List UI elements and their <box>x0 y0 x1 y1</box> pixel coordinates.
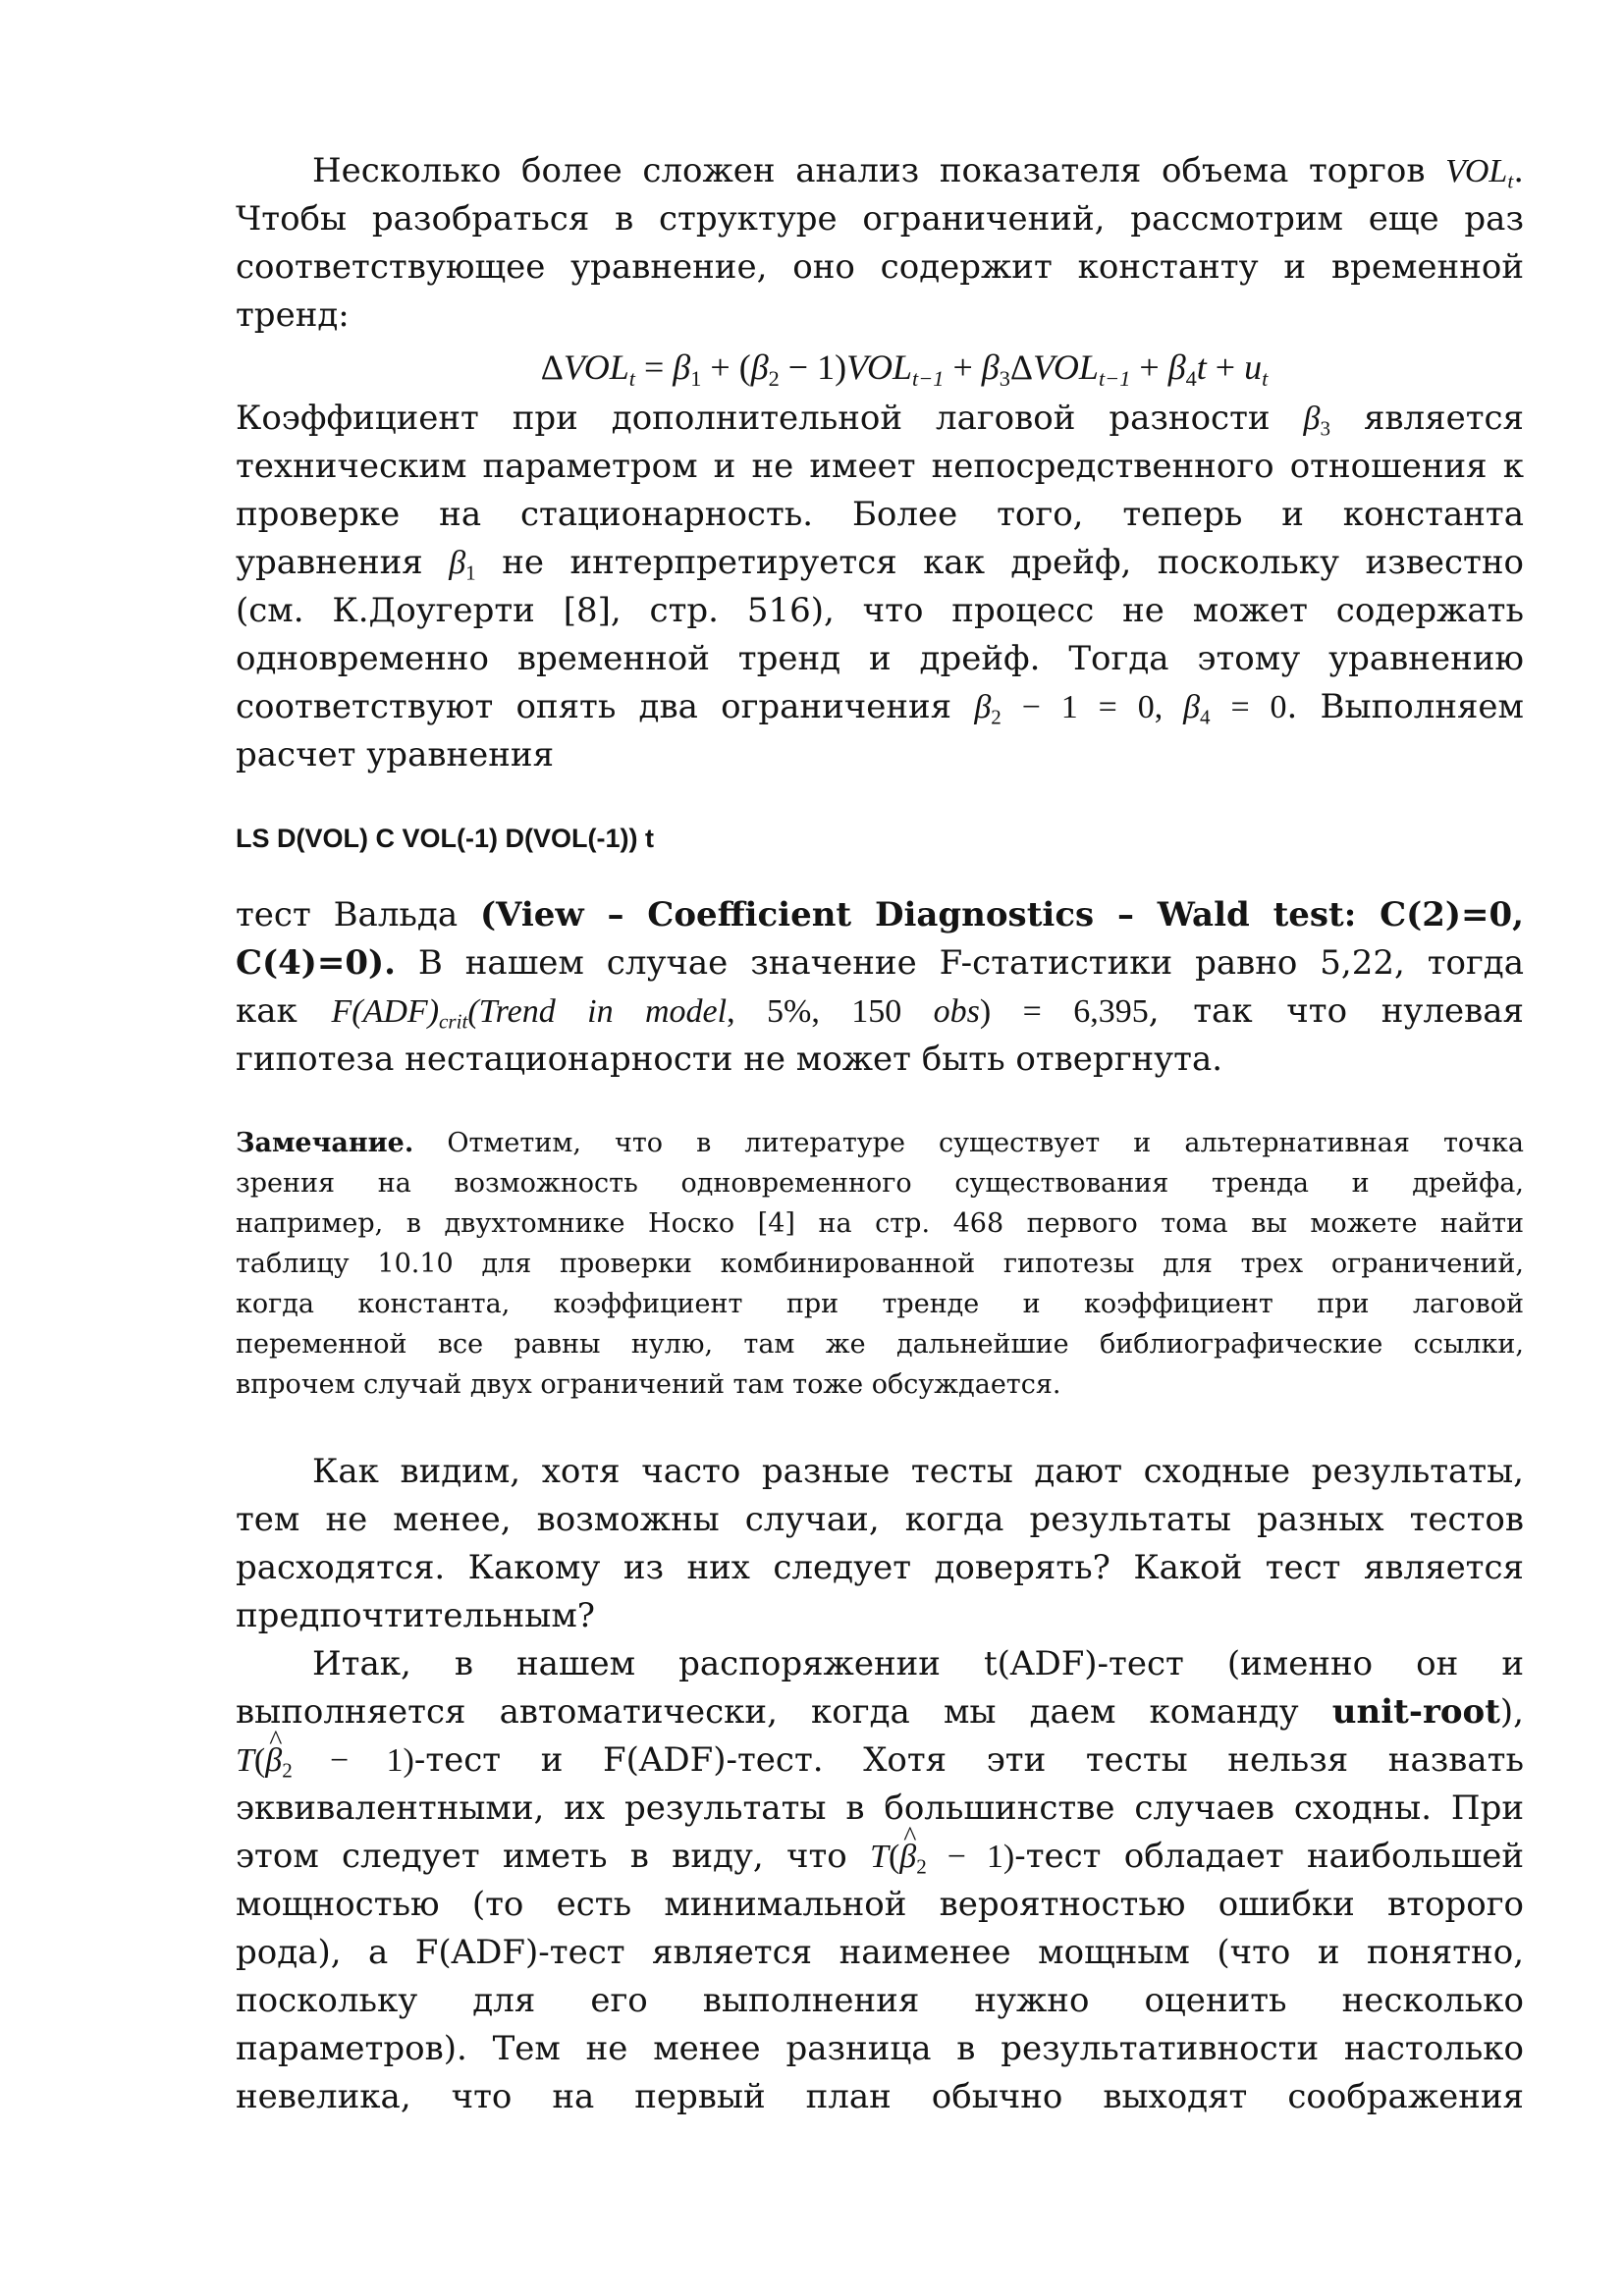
math-var: T <box>870 1839 889 1875</box>
math-op: = 0 <box>1210 689 1287 725</box>
eq-var: VOL <box>1033 347 1099 387</box>
paragraph-line <box>236 2025 1524 2073</box>
eq-var: t <box>1196 347 1207 387</box>
paragraph-line <box>236 1833 1524 1881</box>
math-sub: 1 <box>465 561 476 585</box>
paragraph-line <box>236 939 1524 988</box>
text: предпочтительным? <box>236 1596 595 1635</box>
math-var: F <box>331 993 352 1030</box>
text: Отметим, что в литературе существует и альтернативная точка <box>447 1128 1524 1158</box>
remark-line: впрочем случай двух ограничений там тоже обсуждается. <box>236 1369 1061 1400</box>
eq-sub: t <box>628 366 635 392</box>
math-op: − 1) <box>292 1742 414 1779</box>
eq-sub: 4 <box>1185 366 1197 392</box>
text: Коэффициент при дополнительной лаговой разности <box>236 399 1271 438</box>
paragraph-line <box>236 1640 1524 1688</box>
text: как <box>236 991 298 1031</box>
text: В нашем случае значение F-статистики равно 5,22, тогда <box>417 943 1524 983</box>
remark-block <box>236 1123 1524 1405</box>
math-vol-t <box>1445 153 1514 193</box>
text: параметров). Тем не менее разница в результативности настолько <box>236 2029 1524 2068</box>
math-sub: 4 <box>1200 705 1211 729</box>
text: Несколько более сложен анализ показателя объема торгов <box>312 151 1426 190</box>
paragraph-line <box>236 1736 1524 1785</box>
paragraph-line <box>236 243 1524 292</box>
paragraph-vol-intro <box>236 147 1524 195</box>
math-var: T <box>236 1742 254 1779</box>
math-restrictions <box>974 689 1287 729</box>
paragraph-line <box>236 2073 1524 2121</box>
text: Итак, в нашем распоряжении t(ADF)-тест (именно он и <box>312 1644 1524 1683</box>
paragraph-line <box>236 1592 1524 1640</box>
math-t-beta2 <box>236 1742 414 1783</box>
math-beta: β <box>974 689 992 725</box>
remark-line <box>236 1123 1524 1163</box>
math-beta3 <box>1303 400 1330 441</box>
paragraph-line <box>236 539 1524 587</box>
text: рода), а F(ADF)-тест является наименее мощным (что и понятно, <box>236 1933 1524 1972</box>
math-op: ( <box>253 1742 266 1779</box>
math-var: (Trend in model <box>467 993 728 1030</box>
paragraph-line <box>236 891 1524 939</box>
paragraph-line <box>236 1688 1524 1736</box>
remark-line: таблицу 10.10 для проверки комбинированной гипотезы для трех ограничений, <box>236 1249 1524 1279</box>
text: не интерпретируется как дрейф, поскольку известно <box>502 543 1524 582</box>
eq-op: = <box>634 347 674 387</box>
text: поскольку для его выполнения нужно оценить несколько <box>236 1981 1524 2020</box>
text: выполняется автоматически, когда мы даем команду <box>236 1692 1299 1732</box>
text: расчет уравнения <box>236 735 555 774</box>
paragraph-line <box>236 491 1524 539</box>
paragraph-line <box>236 1036 1524 1084</box>
math-beta: β <box>1183 689 1201 725</box>
math-sub: 2 <box>282 1758 293 1783</box>
paragraph-line <box>236 731 1524 779</box>
paragraph-line <box>236 988 1524 1036</box>
eq-op: + <box>944 347 982 387</box>
text: проверке на стационарность. Более того, теперь и константа <box>236 495 1524 534</box>
eq-op: − 1) <box>779 347 847 387</box>
text: -тест и F(ADF)-тест. Хотя эти тесты нельзя назвать <box>413 1740 1525 1780</box>
paragraph-line <box>236 292 1524 340</box>
math-beta-hat: ^ β <box>899 1833 916 1881</box>
math-sub: 3 <box>1320 416 1330 441</box>
text: расходятся. Какому из них следует доверять? Какой тест является <box>236 1548 1524 1587</box>
paragraph-line <box>236 195 1524 243</box>
unit-root-command: unit-root <box>1331 1692 1500 1732</box>
math-beta: β <box>1303 400 1321 437</box>
eq-sub: t−1 <box>1098 366 1131 392</box>
text: . <box>1513 151 1524 190</box>
text: гипотеза нестационарности не может быть отвергнута. <box>236 1040 1223 1079</box>
text: одновременно временной тренд и дрейф. Тогда этому уравнению <box>236 639 1524 678</box>
math-op: − 1) <box>926 1839 1015 1875</box>
math-sub: 2 <box>916 1854 927 1879</box>
math-op: ) = 6,395 <box>979 993 1149 1030</box>
eq-op: + <box>1130 347 1168 387</box>
text: , так что нулевая <box>1148 991 1525 1031</box>
wald-test-restriction: C(4)=0). <box>236 943 396 983</box>
text: тест Вальда <box>236 895 459 934</box>
text: этом следует иметь в виду, что <box>236 1837 847 1876</box>
text: -тест обладает наибольшей <box>1014 1837 1525 1876</box>
page-body <box>236 147 1524 2121</box>
math-var: (ADF) <box>352 993 440 1030</box>
math-op: , 5%, 150 <box>727 993 934 1030</box>
text: тренд: <box>236 295 350 335</box>
eq-beta: β <box>981 347 1000 387</box>
math-op: − 1 = 0, <box>1001 689 1184 725</box>
eviews-command: LS D(VOL) C VOL(-1) D(VOL(-1)) t <box>236 824 654 853</box>
math-beta: β <box>449 545 466 581</box>
math-sub: crit <box>439 1009 468 1034</box>
eq-sub: 3 <box>999 366 1010 392</box>
paragraph-line <box>236 1544 1524 1592</box>
text: (см. К.Доугерти [8], стр. 516), что процесс не может содержать <box>236 591 1524 630</box>
math-beta1 <box>449 545 476 585</box>
eq-sub: t−1 <box>912 366 945 392</box>
eq-var: VOL <box>846 347 913 387</box>
text: невелика, что на первый план обычно выходят соображения <box>236 2077 1524 2116</box>
remark-line: зрения на возможность одновременного существования тренда и дрейфа, <box>236 1168 1524 1199</box>
eq-var: VOL <box>563 347 629 387</box>
remark-label: Замечание. <box>236 1128 414 1158</box>
paragraph-line <box>236 443 1524 491</box>
math-sub: 2 <box>991 705 1001 729</box>
eq-beta: β <box>750 347 769 387</box>
math-sub: t <box>1507 169 1514 193</box>
remark-line: например, в двухтомнике Носко [4] на стр. 468 первого тома вы можете найти <box>236 1208 1524 1239</box>
eq-beta: β <box>1167 347 1186 387</box>
math-op: ( <box>888 1839 900 1875</box>
math-beta-hat: ^ β <box>265 1736 282 1785</box>
paragraph-line <box>236 395 1524 443</box>
math-var: VOL <box>1445 153 1508 189</box>
paragraph-line <box>236 1977 1524 2025</box>
paragraph-line <box>236 1496 1524 1544</box>
paragraph-line <box>236 635 1524 683</box>
paragraph-line <box>236 587 1524 635</box>
math-fadf-crit <box>331 993 1149 1034</box>
eq-delta: Δ <box>540 347 564 387</box>
eq-op: ( <box>738 347 751 387</box>
math-t-beta2 <box>870 1839 1015 1879</box>
paragraph-line <box>236 683 1524 731</box>
eq-sub: 2 <box>768 366 780 392</box>
text: соответствуют опять два ограничения <box>236 687 952 726</box>
eq-op: + <box>1206 347 1245 387</box>
text: . Выполняем <box>1286 687 1525 726</box>
text: уравнения <box>236 543 423 582</box>
eq-delta: Δ <box>1009 347 1034 387</box>
eq-sub: 1 <box>690 366 702 392</box>
math-var: obs <box>933 993 980 1030</box>
paragraph-line <box>236 1881 1524 1929</box>
text: мощностью (то есть минимальной вероятностью ошибки второго <box>236 1885 1524 1924</box>
paragraph-line <box>236 1929 1524 1977</box>
eq-var: u <box>1244 347 1263 387</box>
wald-test-menu-path: (View – Coefficient Diagnostics – Wald test: C(2)=0, <box>479 895 1524 934</box>
eq-beta: β <box>673 347 691 387</box>
text: техническим параметром и не имеет непосредственного отношения к <box>236 447 1524 486</box>
paragraph-line <box>236 1448 1524 1496</box>
text: ), <box>1499 1692 1524 1732</box>
text: эквивалентными, их результаты в большинстве случаев сходны. При <box>236 1789 1524 1828</box>
paragraph-line <box>236 1785 1524 1833</box>
eq-op: + <box>701 347 739 387</box>
text: является <box>1363 399 1524 438</box>
eq-sub: t <box>1262 366 1269 392</box>
text: соответствующее уравнение, оно содержит константу и временной <box>236 247 1524 287</box>
text: Как видим, хотя часто разные тесты дают сходные результаты, <box>312 1452 1524 1491</box>
remark-line: переменной все равны нулю, там же дальнейшие библиографические ссылки, <box>236 1329 1524 1360</box>
text: Чтобы разобраться в структуре ограничений, рассмотрим еще раз <box>236 199 1524 239</box>
text: тем не менее, возможны случаи, когда результаты разных тестов <box>236 1500 1524 1539</box>
equation-adf <box>236 340 1524 395</box>
remark-line: когда константа, коэффициент при тренде и коэффициент при лаговой <box>236 1289 1524 1319</box>
